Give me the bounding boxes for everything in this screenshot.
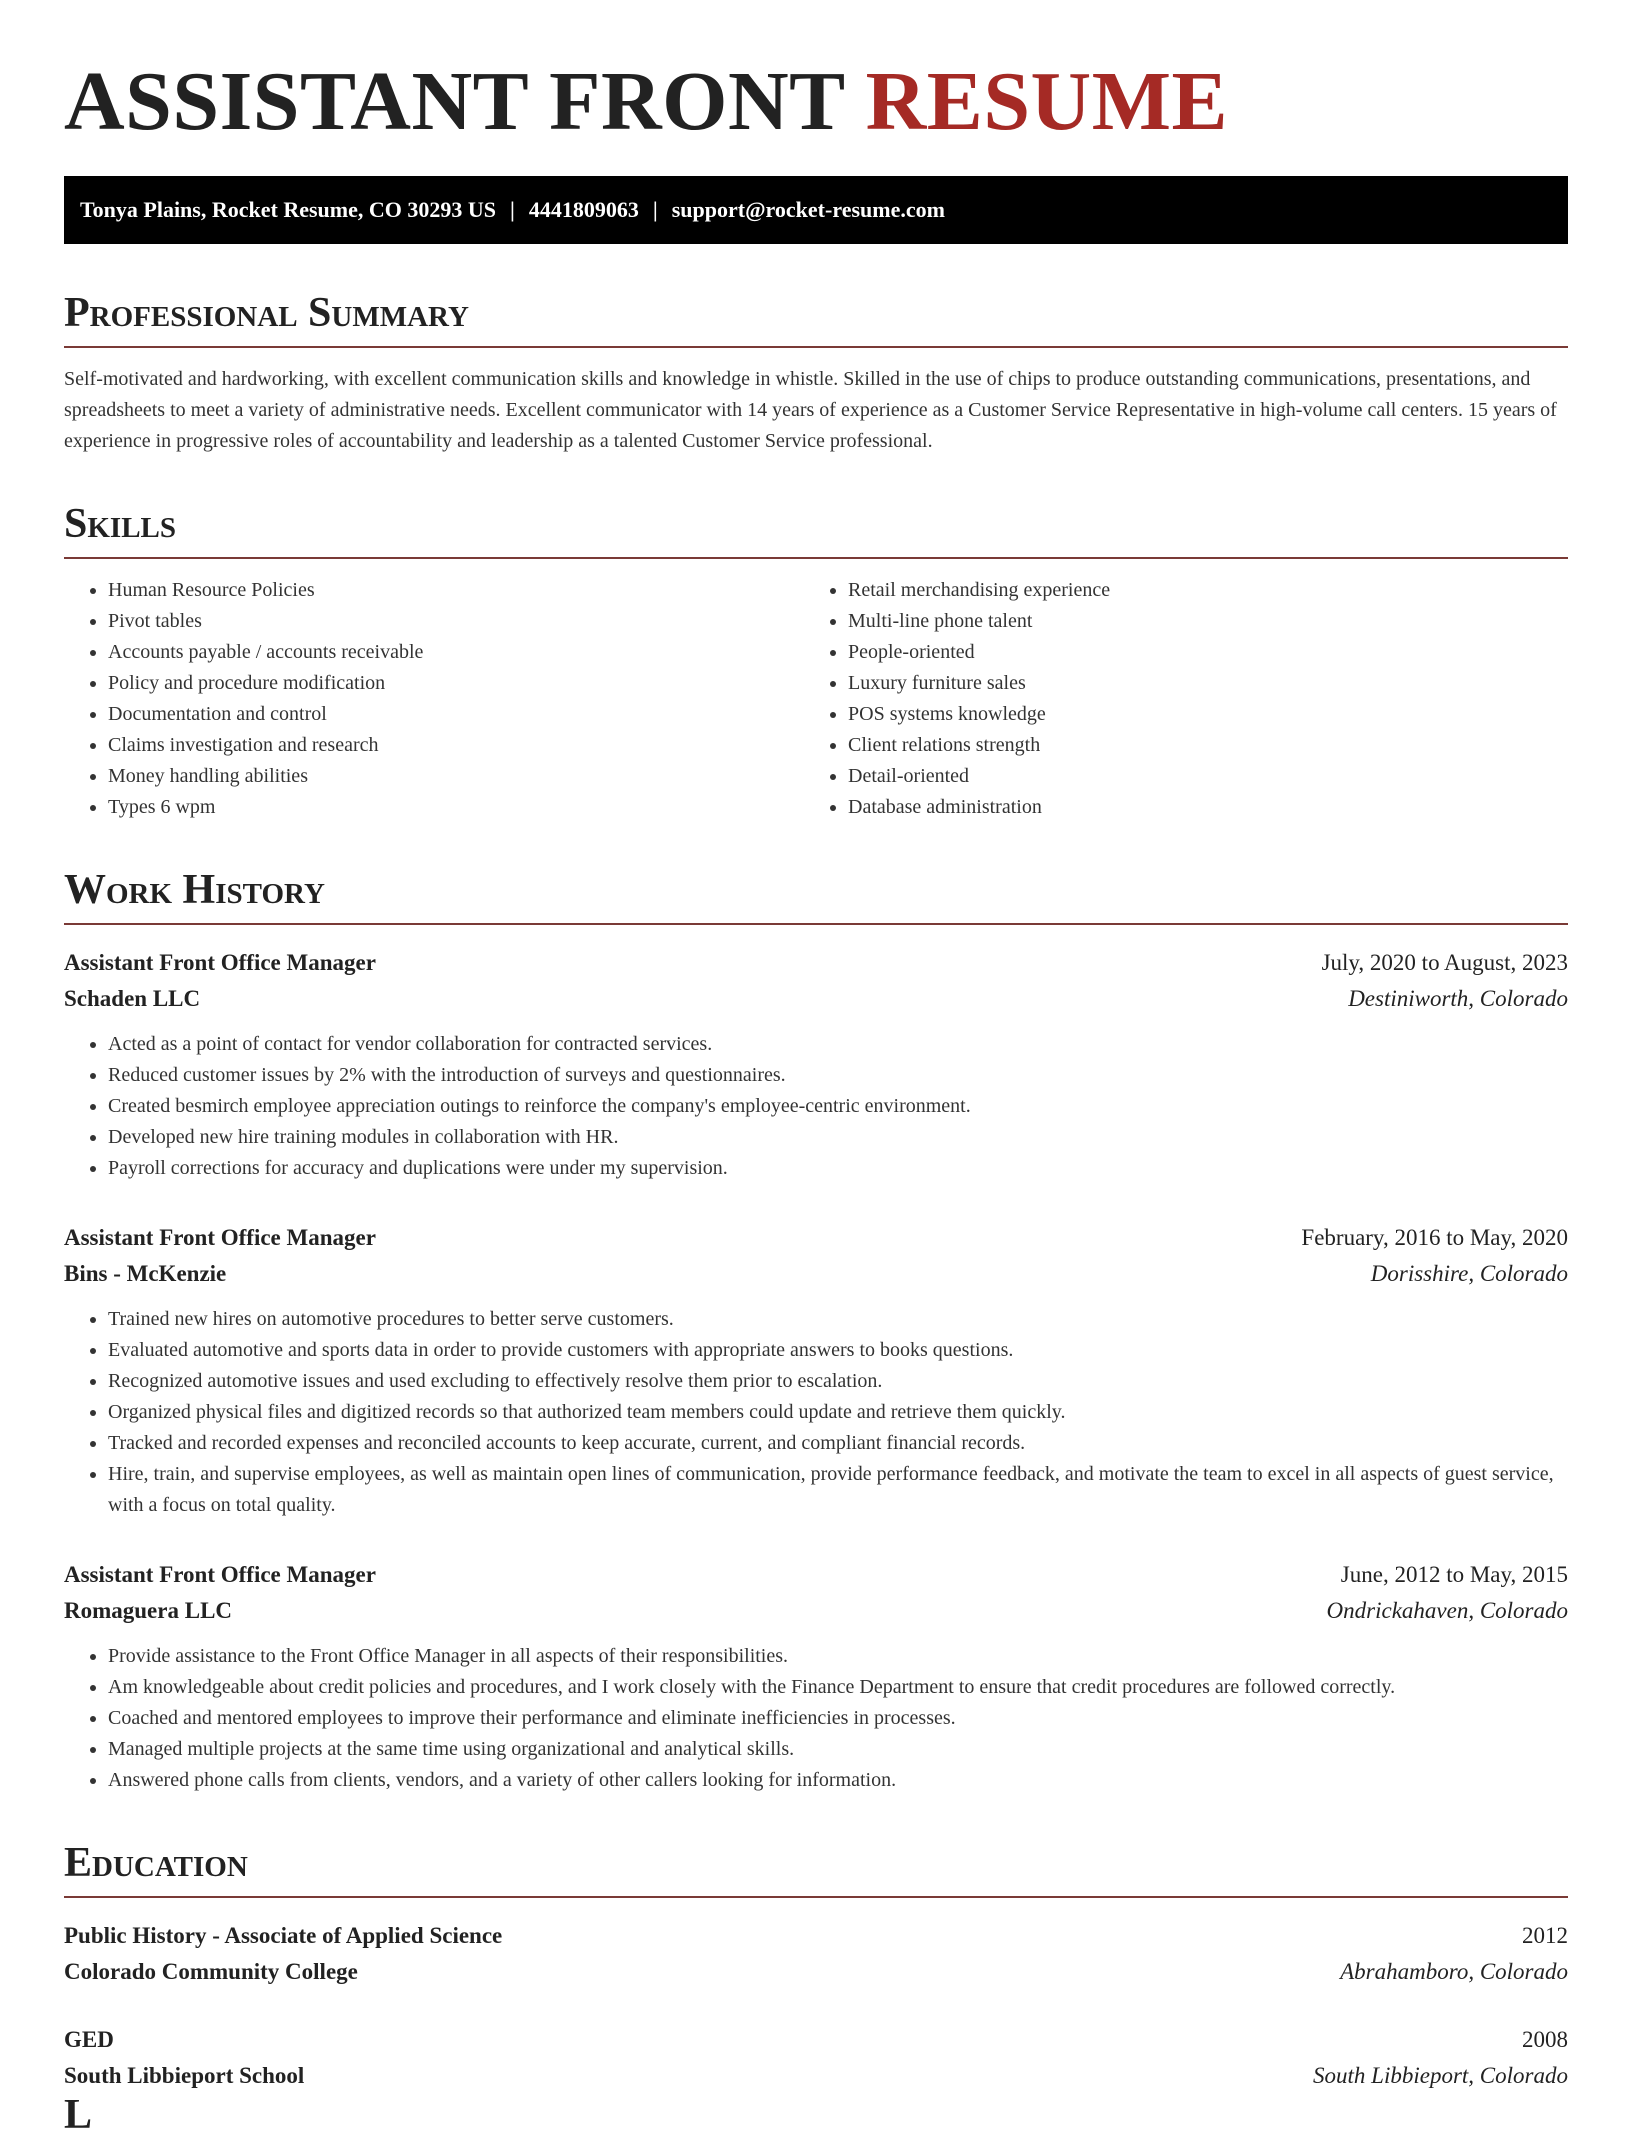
title-main: ASSISTANT FRONT (64, 55, 845, 148)
job-bullet: • Hire, train, and supervise employees, as well as maintain open lines of communication, provide performance feedback, and motivate the team to excel in all aspects of guest service, with a focus on total quality. (108, 1459, 1568, 1521)
education-year: 2008 (1522, 2027, 1568, 2052)
contact-phone: 4441809063 (528, 197, 639, 222)
skills-columns (64, 575, 1568, 823)
job-bullet: • Evaluated automotive and sports data in order to provide customers with appropriate answers to books questions. (108, 1335, 1568, 1366)
job-header-row (64, 945, 1568, 981)
skills-section (64, 499, 1568, 823)
job-header-row (64, 1557, 1568, 1593)
job-bullet: • Coached and mentored employees to improve their performance and eliminate inefficiencies in processes. (108, 1703, 1568, 1734)
education-school: Colorado Community College (64, 1959, 358, 1984)
section-heading-skills: Skills (64, 499, 1568, 559)
skill-item: • Human Resource Policies (108, 575, 804, 606)
education-location: Abrahamboro, Colorado (1340, 1959, 1568, 1984)
skill-item: • Detail-oriented (848, 761, 1544, 792)
job-company-row (64, 1256, 1568, 1292)
job-company-row (64, 1593, 1568, 1629)
contact-email[interactable]: support@rocket-resume.com (671, 197, 945, 222)
job-bullet: • Provide assistance to the Front Office Manager in all aspects of their responsibilities. (108, 1641, 1568, 1672)
contact-bar (64, 176, 1568, 244)
education-entry (64, 1918, 1568, 1990)
job-role: Assistant Front Office Manager (64, 1225, 376, 1250)
job-bullets (64, 1029, 1568, 1184)
job-bullet: • Recognized automotive issues and used excluding to effectively resolve them prior to escalation. (108, 1366, 1568, 1397)
skills-list-right (804, 575, 1544, 823)
summary-text: Self-motivated and hardworking, with excellent communication skills and knowledge in whistle. Skilled in the use of chips to produce outstanding communications, presentations, and spreadsheets to meet a variety of administrative needs. Excellent communicator with 14 years of experience as a Customer Service Representative in high-volume call centers. 15 years of experience in progressive roles of accountability and leadership as a talented Customer Service professional. (64, 368, 1557, 452)
job-entry (64, 1557, 1568, 1796)
education-school-row (64, 2058, 1568, 2094)
skill-item: • Client relations strength (848, 730, 1544, 761)
education-school: South Libbieport School (64, 2063, 305, 2088)
job-bullet: • Payroll corrections for accuracy and duplications were under my supervision. (108, 1153, 1568, 1184)
section-heading-work: Work History (64, 865, 1568, 925)
job-bullet: • Am knowledgeable about credit policies and procedures, and I work closely with the Finance Department to ensure that credit procedures are followed correctly. (108, 1672, 1568, 1703)
job-bullet: • Trained new hires on automotive procedures to better serve customers. (108, 1304, 1568, 1335)
skill-item: • Pivot tables (108, 606, 804, 637)
skill-item: • Retail merchandising experience (848, 575, 1544, 606)
education-school-row (64, 1954, 1568, 1990)
job-bullet: • Acted as a point of contact for vendor collaboration for contracted services. (108, 1029, 1568, 1060)
job-bullet: • Managed multiple projects at the same time using organizational and analytical skills. (108, 1734, 1568, 1765)
contact-separator: | (510, 197, 515, 222)
title-accent: RESUME (865, 55, 1229, 148)
skill-item: • Money handling abilities (108, 761, 804, 792)
job-company: Romaguera LLC (64, 1598, 233, 1623)
job-bullet: • Created besmirch employee appreciation outings to reinforce the company's employee-centric environment. (108, 1091, 1568, 1122)
skill-item: • People-oriented (848, 637, 1544, 668)
section-heading-summary: Professional Summary (64, 288, 1568, 348)
education-year: 2012 (1522, 1923, 1568, 1948)
section-heading-partial: L (64, 2092, 93, 2138)
job-role: Assistant Front Office Manager (64, 950, 376, 975)
job-dates: July, 2020 to August, 2023 (1321, 950, 1568, 975)
job-bullets (64, 1304, 1568, 1521)
contact-address: Tonya Plains, Rocket Resume, CO 30293 US (80, 197, 496, 222)
job-company: Schaden LLC (64, 986, 201, 1011)
job-dates: June, 2012 to May, 2015 (1340, 1562, 1568, 1587)
resume-title (64, 0, 1568, 152)
contact-separator: | (652, 197, 658, 222)
skill-item: • Multi-line phone talent (848, 606, 1544, 637)
job-bullet: • Organized physical files and digitized records so that authorized team members could update and retrieve them quickly. (108, 1397, 1568, 1428)
education-entry (64, 2022, 1568, 2094)
section-heading-education: Education (64, 1838, 1568, 1898)
skill-item: • Database administration (848, 792, 1544, 823)
education-header-row (64, 1918, 1568, 1954)
job-header-row (64, 1220, 1568, 1256)
job-bullets (64, 1641, 1568, 1796)
job-bullet: • Developed new hire training modules in collaboration with HR. (108, 1122, 1568, 1153)
job-location: Dorisshire, Colorado (1370, 1261, 1568, 1286)
job-entry (64, 1220, 1568, 1521)
education-degree: Public History - Associate of Applied Science (64, 1923, 503, 1948)
skill-item: • Documentation and control (108, 699, 804, 730)
job-bullet: • Tracked and recorded expenses and reconciled accounts to keep accurate, current, and compliant financial records. (108, 1428, 1568, 1459)
education-degree: GED (64, 2027, 114, 2052)
skills-list-left (64, 575, 804, 823)
job-company-row (64, 981, 1568, 1017)
education-header-row (64, 2022, 1568, 2058)
job-bullet: • Answered phone calls from clients, vendors, and a variety of other callers looking for information. (108, 1765, 1568, 1796)
resume-page (64, 0, 1568, 2094)
job-bullet: • Reduced customer issues by 2% with the introduction of surveys and questionnaires. (108, 1060, 1568, 1091)
skill-item: • Claims investigation and research (108, 730, 804, 761)
job-entry (64, 945, 1568, 1184)
skill-item: • Types 6 wpm (108, 792, 804, 823)
work-history-section (64, 865, 1568, 1796)
summary-section (64, 288, 1568, 457)
skill-item: • Luxury furniture sales (848, 668, 1544, 699)
education-section (64, 1838, 1568, 2094)
job-location: Ondrickahaven, Colorado (1326, 1598, 1568, 1623)
education-location: South Libbieport, Colorado (1313, 2063, 1568, 2088)
skill-item: • POS systems knowledge (848, 699, 1544, 730)
job-dates: February, 2016 to May, 2020 (1301, 1225, 1568, 1250)
job-role: Assistant Front Office Manager (64, 1562, 376, 1587)
skill-item: • Accounts payable / accounts receivable (108, 637, 804, 668)
skill-item: • Policy and procedure modification (108, 668, 804, 699)
job-company: Bins - McKenzie (64, 1261, 227, 1286)
job-location: Destiniworth, Colorado (1348, 986, 1568, 1011)
